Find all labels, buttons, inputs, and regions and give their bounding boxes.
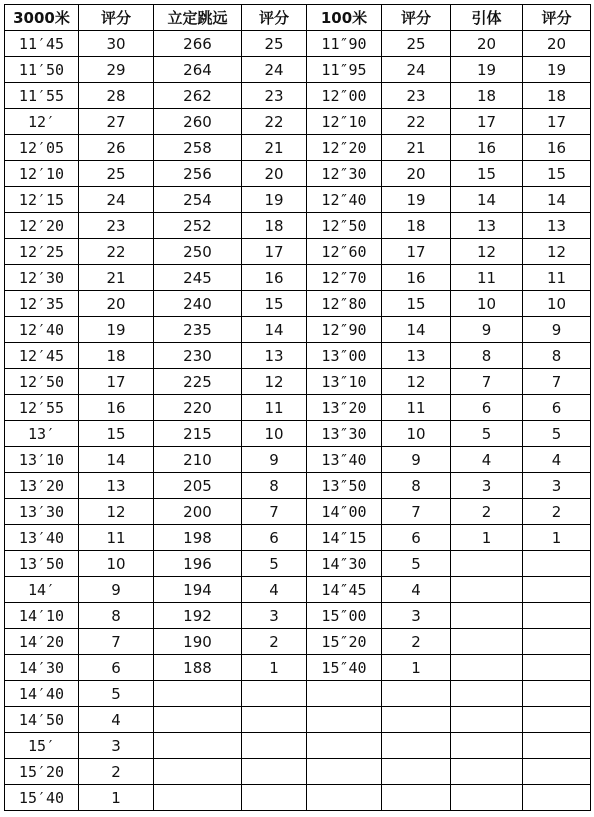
- cell-3000m-time: 14′40: [5, 681, 79, 707]
- cell-3000m-time: 12′45: [5, 343, 79, 369]
- cell-long-jump-score: 22: [242, 109, 307, 135]
- cell-pull-up-score: 18: [523, 83, 591, 109]
- cell-pull-up-count: 14: [451, 187, 523, 213]
- table-row: [5, 161, 591, 187]
- cell-3000m-time: 14′30: [5, 655, 79, 681]
- cell-long-jump-distance: 188: [154, 655, 242, 681]
- cell-100m-time: [307, 759, 382, 785]
- table-row: [5, 187, 591, 213]
- cell-3000m-time: 13′10: [5, 447, 79, 473]
- cell-100m-score: 14: [382, 317, 451, 343]
- cell-100m-time: 11″95: [307, 57, 382, 83]
- cell-pull-up-count: [451, 577, 523, 603]
- cell-pull-up-count: 1: [451, 525, 523, 551]
- cell-100m-score: 18: [382, 213, 451, 239]
- cell-100m-score: 15: [382, 291, 451, 317]
- cell-100m-score: 7: [382, 499, 451, 525]
- cell-long-jump-distance: 205: [154, 473, 242, 499]
- cell-100m-score: 8: [382, 473, 451, 499]
- cell-long-jump-distance: 194: [154, 577, 242, 603]
- cell-3000m-score: 13: [79, 473, 154, 499]
- cell-pull-up-count: 2: [451, 499, 523, 525]
- table-row: [5, 343, 591, 369]
- cell-3000m-time: 14′10: [5, 603, 79, 629]
- cell-100m-time: 13″50: [307, 473, 382, 499]
- cell-long-jump-score: 11: [242, 395, 307, 421]
- cell-pull-up-count: 20: [451, 31, 523, 57]
- cell-long-jump-distance: [154, 733, 242, 759]
- cell-pull-up-score: 5: [523, 421, 591, 447]
- cell-3000m-score: 7: [79, 629, 154, 655]
- table-row: [5, 577, 591, 603]
- cell-long-jump-score: [242, 733, 307, 759]
- cell-pull-up-score: 1: [523, 525, 591, 551]
- cell-pull-up-count: [451, 681, 523, 707]
- cell-pull-up-count: [451, 785, 523, 811]
- cell-pull-up-score: 15: [523, 161, 591, 187]
- cell-100m-time: 14″00: [307, 499, 382, 525]
- cell-3000m-score: 10: [79, 551, 154, 577]
- cell-3000m-score: 18: [79, 343, 154, 369]
- cell-long-jump-distance: [154, 759, 242, 785]
- table-row: [5, 369, 591, 395]
- cell-pull-up-score: 14: [523, 187, 591, 213]
- cell-3000m-time: 13′50: [5, 551, 79, 577]
- table-row: [5, 629, 591, 655]
- cell-3000m-score: 14: [79, 447, 154, 473]
- cell-100m-time: [307, 707, 382, 733]
- cell-long-jump-distance: 254: [154, 187, 242, 213]
- cell-3000m-time: 12′20: [5, 213, 79, 239]
- cell-pull-up-score: 6: [523, 395, 591, 421]
- cell-long-jump-distance: 225: [154, 369, 242, 395]
- cell-3000m-score: 21: [79, 265, 154, 291]
- score-table: [4, 4, 591, 811]
- cell-pull-up-score: [523, 603, 591, 629]
- cell-100m-score: 25: [382, 31, 451, 57]
- cell-long-jump-distance: 240: [154, 291, 242, 317]
- cell-pull-up-count: 18: [451, 83, 523, 109]
- cell-100m-score: 9: [382, 447, 451, 473]
- header-pull-up: 引体: [451, 5, 523, 31]
- cell-pull-up-count: 19: [451, 57, 523, 83]
- cell-100m-score: 13: [382, 343, 451, 369]
- cell-100m-time: 13″20: [307, 395, 382, 421]
- cell-3000m-score: 28: [79, 83, 154, 109]
- cell-3000m-time: 13′: [5, 421, 79, 447]
- cell-pull-up-count: 10: [451, 291, 523, 317]
- cell-3000m-score: 4: [79, 707, 154, 733]
- cell-pull-up-count: [451, 707, 523, 733]
- header-100m: 100米: [307, 5, 382, 31]
- cell-100m-score: 19: [382, 187, 451, 213]
- cell-3000m-time: 12′55: [5, 395, 79, 421]
- cell-long-jump-score: 20: [242, 161, 307, 187]
- table-row: [5, 655, 591, 681]
- cell-100m-score: 4: [382, 577, 451, 603]
- cell-3000m-score: 1: [79, 785, 154, 811]
- cell-pull-up-score: 19: [523, 57, 591, 83]
- header-3000m: 3000米: [5, 5, 79, 31]
- cell-pull-up-score: 10: [523, 291, 591, 317]
- cell-long-jump-score: 8: [242, 473, 307, 499]
- cell-pull-up-count: [451, 551, 523, 577]
- cell-long-jump-score: 3: [242, 603, 307, 629]
- cell-pull-up-count: 13: [451, 213, 523, 239]
- cell-3000m-time: 13′20: [5, 473, 79, 499]
- cell-100m-time: [307, 681, 382, 707]
- table-row: [5, 317, 591, 343]
- cell-100m-time: 12″50: [307, 213, 382, 239]
- cell-100m-time: 12″00: [307, 83, 382, 109]
- cell-3000m-time: 13′30: [5, 499, 79, 525]
- cell-long-jump-distance: 230: [154, 343, 242, 369]
- cell-3000m-time: 14′20: [5, 629, 79, 655]
- table-row: [5, 551, 591, 577]
- cell-long-jump-distance: 235: [154, 317, 242, 343]
- cell-long-jump-score: 5: [242, 551, 307, 577]
- cell-3000m-score: 15: [79, 421, 154, 447]
- table-row: [5, 57, 591, 83]
- table-row: [5, 135, 591, 161]
- cell-100m-time: 13″40: [307, 447, 382, 473]
- cell-pull-up-count: 16: [451, 135, 523, 161]
- cell-3000m-score: 25: [79, 161, 154, 187]
- cell-long-jump-distance: 258: [154, 135, 242, 161]
- cell-100m-time: 14″30: [307, 551, 382, 577]
- cell-3000m-time: 14′: [5, 577, 79, 603]
- cell-3000m-score: 23: [79, 213, 154, 239]
- cell-long-jump-distance: 210: [154, 447, 242, 473]
- cell-long-jump-distance: 262: [154, 83, 242, 109]
- cell-long-jump-distance: 200: [154, 499, 242, 525]
- cell-100m-time: 12″30: [307, 161, 382, 187]
- table-row: [5, 421, 591, 447]
- cell-pull-up-score: 3: [523, 473, 591, 499]
- cell-100m-score: 24: [382, 57, 451, 83]
- cell-3000m-time: 11′50: [5, 57, 79, 83]
- cell-3000m-time: 12′25: [5, 239, 79, 265]
- cell-long-jump-score: [242, 759, 307, 785]
- cell-pull-up-score: [523, 759, 591, 785]
- cell-pull-up-count: 15: [451, 161, 523, 187]
- cell-pull-up-score: 4: [523, 447, 591, 473]
- cell-pull-up-count: 8: [451, 343, 523, 369]
- cell-100m-time: 15″20: [307, 629, 382, 655]
- cell-long-jump-score: 10: [242, 421, 307, 447]
- cell-long-jump-distance: 215: [154, 421, 242, 447]
- table-row: [5, 291, 591, 317]
- cell-100m-score: [382, 733, 451, 759]
- cell-long-jump-score: 6: [242, 525, 307, 551]
- cell-pull-up-count: 17: [451, 109, 523, 135]
- cell-pull-up-count: 4: [451, 447, 523, 473]
- cell-3000m-score: 12: [79, 499, 154, 525]
- cell-pull-up-count: 7: [451, 369, 523, 395]
- cell-long-jump-score: 18: [242, 213, 307, 239]
- cell-pull-up-count: 3: [451, 473, 523, 499]
- cell-long-jump-score: 12: [242, 369, 307, 395]
- cell-long-jump-score: 1: [242, 655, 307, 681]
- table-row: [5, 473, 591, 499]
- header-score: 评分: [382, 5, 451, 31]
- cell-pull-up-count: [451, 655, 523, 681]
- cell-100m-time: 13″00: [307, 343, 382, 369]
- cell-3000m-score: 20: [79, 291, 154, 317]
- table-row: [5, 681, 591, 707]
- cell-long-jump-score: 21: [242, 135, 307, 161]
- cell-3000m-time: 15′20: [5, 759, 79, 785]
- cell-3000m-score: 3: [79, 733, 154, 759]
- cell-long-jump-score: 15: [242, 291, 307, 317]
- cell-long-jump-score: [242, 785, 307, 811]
- cell-100m-score: 23: [382, 83, 451, 109]
- cell-pull-up-count: [451, 603, 523, 629]
- table-row: [5, 31, 591, 57]
- table-row: [5, 395, 591, 421]
- table-row: [5, 733, 591, 759]
- header-standing-long-jump: 立定跳远: [154, 5, 242, 31]
- cell-pull-up-score: [523, 655, 591, 681]
- cell-3000m-time: 12′05: [5, 135, 79, 161]
- cell-100m-time: 12″80: [307, 291, 382, 317]
- table-row: [5, 83, 591, 109]
- cell-3000m-score: 5: [79, 681, 154, 707]
- table-row: [5, 499, 591, 525]
- cell-pull-up-count: 6: [451, 395, 523, 421]
- cell-pull-up-score: [523, 707, 591, 733]
- cell-pull-up-score: 2: [523, 499, 591, 525]
- cell-pull-up-score: [523, 733, 591, 759]
- table-row: [5, 447, 591, 473]
- cell-100m-score: 22: [382, 109, 451, 135]
- cell-pull-up-count: [451, 733, 523, 759]
- cell-3000m-score: 24: [79, 187, 154, 213]
- cell-3000m-score: 16: [79, 395, 154, 421]
- cell-3000m-time: 12′35: [5, 291, 79, 317]
- table-row: [5, 785, 591, 811]
- cell-3000m-time: 11′55: [5, 83, 79, 109]
- cell-long-jump-score: 24: [242, 57, 307, 83]
- cell-long-jump-distance: 256: [154, 161, 242, 187]
- cell-100m-time: 14″15: [307, 525, 382, 551]
- cell-pull-up-score: 17: [523, 109, 591, 135]
- cell-3000m-score: 29: [79, 57, 154, 83]
- cell-100m-time: 12″20: [307, 135, 382, 161]
- cell-100m-score: 17: [382, 239, 451, 265]
- table-row: [5, 759, 591, 785]
- cell-3000m-score: 8: [79, 603, 154, 629]
- cell-100m-score: 12: [382, 369, 451, 395]
- cell-pull-up-score: 16: [523, 135, 591, 161]
- cell-long-jump-distance: 192: [154, 603, 242, 629]
- cell-3000m-time: 11′45: [5, 31, 79, 57]
- cell-100m-time: 11″90: [307, 31, 382, 57]
- cell-100m-score: [382, 759, 451, 785]
- cell-3000m-score: 27: [79, 109, 154, 135]
- table-row: [5, 707, 591, 733]
- header-score: 评分: [79, 5, 154, 31]
- cell-100m-time: 12″10: [307, 109, 382, 135]
- cell-long-jump-distance: 190: [154, 629, 242, 655]
- cell-3000m-time: 12′10: [5, 161, 79, 187]
- cell-100m-score: [382, 681, 451, 707]
- cell-3000m-score: 26: [79, 135, 154, 161]
- cell-pull-up-count: [451, 629, 523, 655]
- cell-100m-score: [382, 785, 451, 811]
- cell-3000m-time: 13′40: [5, 525, 79, 551]
- cell-3000m-score: 19: [79, 317, 154, 343]
- cell-3000m-score: 6: [79, 655, 154, 681]
- cell-3000m-time: 12′15: [5, 187, 79, 213]
- cell-pull-up-count: [451, 759, 523, 785]
- cell-100m-score: [382, 707, 451, 733]
- cell-long-jump-distance: 252: [154, 213, 242, 239]
- cell-long-jump-score: 14: [242, 317, 307, 343]
- cell-3000m-time: 15′40: [5, 785, 79, 811]
- cell-3000m-time: 15′: [5, 733, 79, 759]
- cell-long-jump-score: 25: [242, 31, 307, 57]
- header-score: 评分: [523, 5, 591, 31]
- cell-100m-score: 1: [382, 655, 451, 681]
- cell-pull-up-count: 11: [451, 265, 523, 291]
- cell-pull-up-score: 13: [523, 213, 591, 239]
- cell-3000m-score: 9: [79, 577, 154, 603]
- cell-100m-time: 13″30: [307, 421, 382, 447]
- cell-3000m-time: 12′50: [5, 369, 79, 395]
- cell-100m-score: 2: [382, 629, 451, 655]
- cell-pull-up-count: 9: [451, 317, 523, 343]
- cell-pull-up-score: [523, 577, 591, 603]
- cell-long-jump-distance: [154, 707, 242, 733]
- cell-pull-up-score: 9: [523, 317, 591, 343]
- cell-100m-score: 16: [382, 265, 451, 291]
- cell-long-jump-score: 2: [242, 629, 307, 655]
- cell-long-jump-score: 7: [242, 499, 307, 525]
- cell-pull-up-count: 5: [451, 421, 523, 447]
- header-row: [5, 5, 591, 31]
- cell-3000m-score: 2: [79, 759, 154, 785]
- cell-3000m-time: 12′40: [5, 317, 79, 343]
- cell-100m-score: 21: [382, 135, 451, 161]
- cell-pull-up-score: 20: [523, 31, 591, 57]
- cell-long-jump-distance: 266: [154, 31, 242, 57]
- cell-long-jump-score: [242, 681, 307, 707]
- cell-100m-time: 14″45: [307, 577, 382, 603]
- cell-pull-up-score: 12: [523, 239, 591, 265]
- cell-100m-score: 6: [382, 525, 451, 551]
- cell-3000m-score: 11: [79, 525, 154, 551]
- cell-3000m-score: 17: [79, 369, 154, 395]
- cell-pull-up-score: 11: [523, 265, 591, 291]
- cell-long-jump-distance: 250: [154, 239, 242, 265]
- cell-long-jump-score: 16: [242, 265, 307, 291]
- table-row: [5, 603, 591, 629]
- cell-100m-score: 10: [382, 421, 451, 447]
- cell-pull-up-score: 8: [523, 343, 591, 369]
- cell-long-jump-distance: 260: [154, 109, 242, 135]
- cell-100m-time: 12″70: [307, 265, 382, 291]
- cell-long-jump-distance: [154, 681, 242, 707]
- cell-pull-up-score: [523, 551, 591, 577]
- cell-100m-time: 15″00: [307, 603, 382, 629]
- cell-long-jump-distance: 220: [154, 395, 242, 421]
- cell-3000m-time: 12′: [5, 109, 79, 135]
- table-row: [5, 239, 591, 265]
- cell-3000m-score: 30: [79, 31, 154, 57]
- table-row: [5, 525, 591, 551]
- cell-100m-time: [307, 785, 382, 811]
- cell-3000m-time: 14′50: [5, 707, 79, 733]
- cell-100m-time: 15″40: [307, 655, 382, 681]
- cell-100m-time: 12″60: [307, 239, 382, 265]
- cell-100m-score: 11: [382, 395, 451, 421]
- cell-pull-up-score: [523, 785, 591, 811]
- cell-100m-score: 3: [382, 603, 451, 629]
- cell-100m-time: 12″40: [307, 187, 382, 213]
- cell-long-jump-score: 19: [242, 187, 307, 213]
- cell-long-jump-distance: 245: [154, 265, 242, 291]
- cell-long-jump-score: 4: [242, 577, 307, 603]
- cell-long-jump-score: 13: [242, 343, 307, 369]
- cell-3000m-time: 12′30: [5, 265, 79, 291]
- cell-long-jump-distance: 264: [154, 57, 242, 83]
- cell-pull-up-count: 12: [451, 239, 523, 265]
- cell-long-jump-score: 23: [242, 83, 307, 109]
- cell-long-jump-distance: 198: [154, 525, 242, 551]
- cell-100m-time: [307, 733, 382, 759]
- cell-100m-score: 20: [382, 161, 451, 187]
- cell-100m-time: 13″10: [307, 369, 382, 395]
- cell-long-jump-score: 9: [242, 447, 307, 473]
- cell-long-jump-distance: [154, 785, 242, 811]
- cell-pull-up-score: [523, 629, 591, 655]
- table-row: [5, 213, 591, 239]
- table-row: [5, 265, 591, 291]
- table-row: [5, 109, 591, 135]
- cell-long-jump-score: [242, 707, 307, 733]
- cell-long-jump-score: 17: [242, 239, 307, 265]
- header-score: 评分: [242, 5, 307, 31]
- cell-long-jump-distance: 196: [154, 551, 242, 577]
- cell-100m-score: 5: [382, 551, 451, 577]
- cell-pull-up-score: [523, 681, 591, 707]
- cell-pull-up-score: 7: [523, 369, 591, 395]
- cell-100m-time: 12″90: [307, 317, 382, 343]
- cell-3000m-score: 22: [79, 239, 154, 265]
